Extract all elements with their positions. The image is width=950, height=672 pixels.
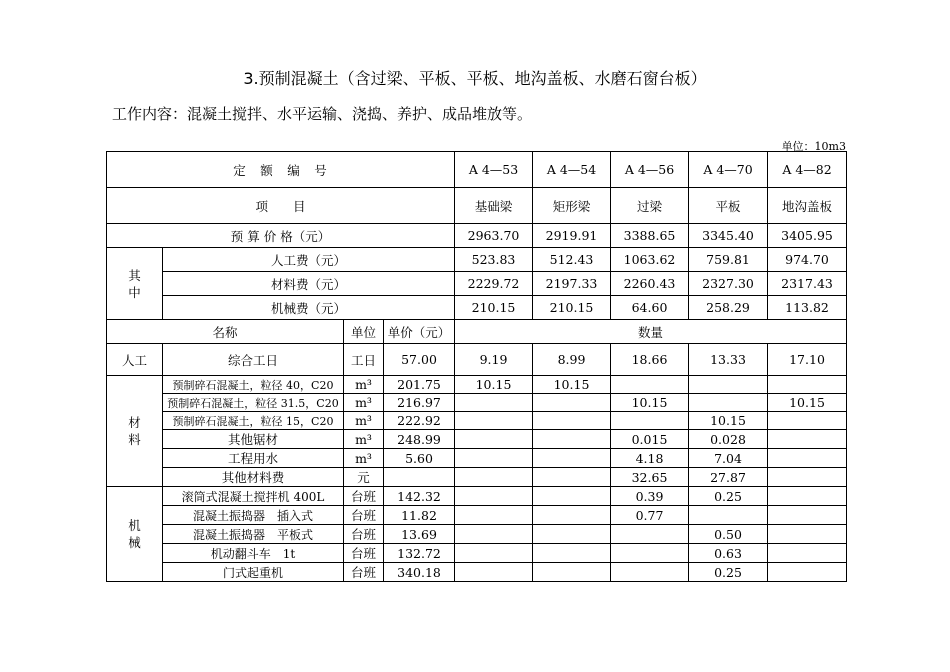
qty-cell bbox=[533, 506, 611, 525]
qty-cell: 10.15 bbox=[689, 412, 768, 430]
qty-cell: 32.65 bbox=[611, 468, 689, 487]
qty-cell bbox=[611, 544, 689, 563]
resource-unit: 元 bbox=[344, 468, 384, 487]
qty-cell bbox=[533, 544, 611, 563]
resource-row bbox=[107, 412, 847, 430]
resource-price: 11.82 bbox=[384, 506, 455, 525]
labor-cost-label: 人工费（元） bbox=[163, 248, 455, 272]
resource-row bbox=[107, 525, 847, 544]
qty-cell: 9.19 bbox=[455, 344, 533, 376]
qty-cell: 0.25 bbox=[689, 563, 768, 582]
qty-cell: 0.39 bbox=[611, 487, 689, 506]
material-cost-row bbox=[107, 272, 847, 296]
machine-cost-cell: 258.29 bbox=[689, 296, 768, 320]
qty-cell bbox=[455, 449, 533, 468]
resource-price: 5.60 bbox=[384, 449, 455, 468]
code-cell: A 4—70 bbox=[689, 152, 768, 188]
price-cell: 2963.70 bbox=[455, 224, 533, 248]
code-cell: A 4—54 bbox=[533, 152, 611, 188]
resource-name: 综合工日 bbox=[163, 344, 344, 376]
group-labor: 人工 bbox=[107, 344, 163, 376]
resource-name: 混凝土振捣器 平板式 bbox=[163, 525, 344, 544]
quota-table bbox=[106, 151, 847, 582]
resource-unit: 台班 bbox=[344, 563, 384, 582]
resource-price bbox=[384, 468, 455, 487]
qty-cell bbox=[768, 449, 847, 468]
qty-cell bbox=[455, 468, 533, 487]
resource-unit: 台班 bbox=[344, 506, 384, 525]
price-label: 预 算 价 格（元） bbox=[107, 224, 455, 248]
qty-cell: 10.15 bbox=[768, 394, 847, 412]
qty-cell bbox=[455, 430, 533, 449]
resource-name: 混凝土振捣器 插入式 bbox=[163, 506, 344, 525]
resource-unit: m³ bbox=[344, 394, 384, 412]
code-row bbox=[107, 152, 847, 188]
qty-cell bbox=[689, 376, 768, 394]
resource-row bbox=[107, 376, 847, 394]
qty-cell bbox=[611, 563, 689, 582]
qizhong-label: 其 中 bbox=[107, 248, 163, 320]
qty-cell: 4.18 bbox=[611, 449, 689, 468]
material-cost-cell: 2197.33 bbox=[533, 272, 611, 296]
qty-cell: 10.15 bbox=[455, 376, 533, 394]
resource-name: 滚筒式混凝土搅拌机 400L bbox=[163, 487, 344, 506]
qty-cell bbox=[533, 563, 611, 582]
qty-cell bbox=[533, 468, 611, 487]
resource-row bbox=[107, 544, 847, 563]
qty-cell bbox=[455, 394, 533, 412]
qty-cell: 0.028 bbox=[689, 430, 768, 449]
code-cell: A 4—56 bbox=[611, 152, 689, 188]
resource-row bbox=[107, 344, 847, 376]
resource-price: 142.32 bbox=[384, 487, 455, 506]
qty-cell: 0.50 bbox=[689, 525, 768, 544]
page-title: 3.预制混凝土（含过梁、平板、平板、地沟盖板、水磨石窗台板） bbox=[243, 69, 707, 88]
labor-cost-cell: 523.83 bbox=[455, 248, 533, 272]
labor-cost-row bbox=[107, 248, 847, 272]
qty-cell bbox=[768, 430, 847, 449]
resource-unit: m³ bbox=[344, 412, 384, 430]
qty-cell bbox=[533, 412, 611, 430]
name-col-header: 名称 bbox=[107, 320, 344, 344]
qty-cell bbox=[768, 544, 847, 563]
labor-cost-cell: 1063.62 bbox=[611, 248, 689, 272]
resource-unit: m³ bbox=[344, 376, 384, 394]
resource-price: 340.18 bbox=[384, 563, 455, 582]
resource-price: 57.00 bbox=[384, 344, 455, 376]
qty-cell bbox=[611, 525, 689, 544]
unitprice-col-header: 单价（元） bbox=[384, 320, 455, 344]
qty-cell: 10.15 bbox=[611, 394, 689, 412]
code-cell: A 4—82 bbox=[768, 152, 847, 188]
qty-cell bbox=[533, 430, 611, 449]
qty-cell bbox=[455, 412, 533, 430]
resource-name: 其他锯材 bbox=[163, 430, 344, 449]
resource-unit: 台班 bbox=[344, 487, 384, 506]
resource-price: 132.72 bbox=[384, 544, 455, 563]
group-machinery: 机 械 bbox=[107, 487, 163, 582]
resource-row bbox=[107, 430, 847, 449]
qty-cell bbox=[455, 525, 533, 544]
item-cell: 地沟盖板 bbox=[768, 188, 847, 224]
resource-name: 门式起重机 bbox=[163, 563, 344, 582]
resource-unit: m³ bbox=[344, 449, 384, 468]
item-label: 项 目 bbox=[107, 188, 455, 224]
resource-unit: 台班 bbox=[344, 525, 384, 544]
labor-cost-cell: 974.70 bbox=[768, 248, 847, 272]
qty-cell bbox=[689, 394, 768, 412]
code-label: 定 额 编 号 bbox=[107, 152, 455, 188]
resource-name: 其他材料费 bbox=[163, 468, 344, 487]
unit-label: 单位：10m3 bbox=[781, 140, 846, 153]
qty-cell bbox=[455, 563, 533, 582]
qty-cell bbox=[768, 412, 847, 430]
qty-cell bbox=[689, 506, 768, 525]
item-cell: 矩形梁 bbox=[533, 188, 611, 224]
resource-price: 216.97 bbox=[384, 394, 455, 412]
material-cost-label: 材料费（元） bbox=[163, 272, 455, 296]
machine-cost-cell: 64.60 bbox=[611, 296, 689, 320]
resource-name: 预制碎石混凝土，粒径 40，C20 bbox=[163, 376, 344, 394]
resource-price: 248.99 bbox=[384, 430, 455, 449]
qty-cell bbox=[611, 376, 689, 394]
work-content: 工作内容：混凝土搅拌、水平运输、浇捣、养护、成品堆放等。 bbox=[112, 105, 533, 123]
qty-cell: 0.015 bbox=[611, 430, 689, 449]
material-cost-cell: 2260.43 bbox=[611, 272, 689, 296]
resource-unit: m³ bbox=[344, 430, 384, 449]
qty-cell bbox=[768, 487, 847, 506]
qty-cell bbox=[768, 506, 847, 525]
price-cell: 2919.91 bbox=[533, 224, 611, 248]
qty-cell bbox=[768, 376, 847, 394]
price-row bbox=[107, 224, 847, 248]
price-cell: 3405.95 bbox=[768, 224, 847, 248]
group-materials: 材 料 bbox=[107, 376, 163, 487]
qty-cell bbox=[768, 525, 847, 544]
resource-row bbox=[107, 468, 847, 487]
price-cell: 3388.65 bbox=[611, 224, 689, 248]
qty-cell bbox=[455, 544, 533, 563]
qty-cell bbox=[455, 487, 533, 506]
qty-cell: 0.25 bbox=[689, 487, 768, 506]
qty-cell: 0.77 bbox=[611, 506, 689, 525]
code-cell: A 4—53 bbox=[455, 152, 533, 188]
material-cost-cell: 2229.72 bbox=[455, 272, 533, 296]
qty-cell bbox=[611, 412, 689, 430]
item-cell: 过梁 bbox=[611, 188, 689, 224]
qty-cell: 10.15 bbox=[533, 376, 611, 394]
machine-cost-cell: 210.15 bbox=[455, 296, 533, 320]
resource-unit: 台班 bbox=[344, 544, 384, 563]
resource-name: 预制碎石混凝土，粒径 31.5，C20 bbox=[163, 394, 344, 412]
qty-cell bbox=[533, 525, 611, 544]
qty-col-header: 数量 bbox=[455, 320, 847, 344]
qty-cell: 13.33 bbox=[689, 344, 768, 376]
qty-cell bbox=[768, 563, 847, 582]
resource-row bbox=[107, 449, 847, 468]
labor-cost-cell: 759.81 bbox=[689, 248, 768, 272]
resource-price: 222.92 bbox=[384, 412, 455, 430]
labor-cost-cell: 512.43 bbox=[533, 248, 611, 272]
resource-name: 机动翻斗车 1t bbox=[163, 544, 344, 563]
machine-cost-cell: 210.15 bbox=[533, 296, 611, 320]
machine-cost-label: 机械费（元） bbox=[163, 296, 455, 320]
resource-row bbox=[107, 394, 847, 412]
qty-cell: 17.10 bbox=[768, 344, 847, 376]
resource-price: 13.69 bbox=[384, 525, 455, 544]
resource-row bbox=[107, 563, 847, 582]
item-cell: 平板 bbox=[689, 188, 768, 224]
qty-cell: 18.66 bbox=[611, 344, 689, 376]
item-row bbox=[107, 188, 847, 224]
resource-unit: 工日 bbox=[344, 344, 384, 376]
qty-cell bbox=[533, 487, 611, 506]
resource-name: 预制碎石混凝土，粒径 15，C20 bbox=[163, 412, 344, 430]
qty-cell bbox=[768, 468, 847, 487]
machine-cost-row bbox=[107, 296, 847, 320]
resource-price: 201.75 bbox=[384, 376, 455, 394]
material-cost-cell: 2327.30 bbox=[689, 272, 768, 296]
qty-cell: 27.87 bbox=[689, 468, 768, 487]
qty-cell bbox=[533, 449, 611, 468]
price-cell: 3345.40 bbox=[689, 224, 768, 248]
qty-cell bbox=[533, 394, 611, 412]
machine-cost-cell: 113.82 bbox=[768, 296, 847, 320]
qty-cell bbox=[455, 506, 533, 525]
resource-row bbox=[107, 487, 847, 506]
resource-row bbox=[107, 506, 847, 525]
qty-cell: 7.04 bbox=[689, 449, 768, 468]
qty-cell: 8.99 bbox=[533, 344, 611, 376]
material-cost-cell: 2317.43 bbox=[768, 272, 847, 296]
resource-name: 工程用水 bbox=[163, 449, 344, 468]
unit-col-header: 单位 bbox=[344, 320, 384, 344]
item-cell: 基础梁 bbox=[455, 188, 533, 224]
qty-cell: 0.63 bbox=[689, 544, 768, 563]
column-header-row bbox=[107, 320, 847, 344]
